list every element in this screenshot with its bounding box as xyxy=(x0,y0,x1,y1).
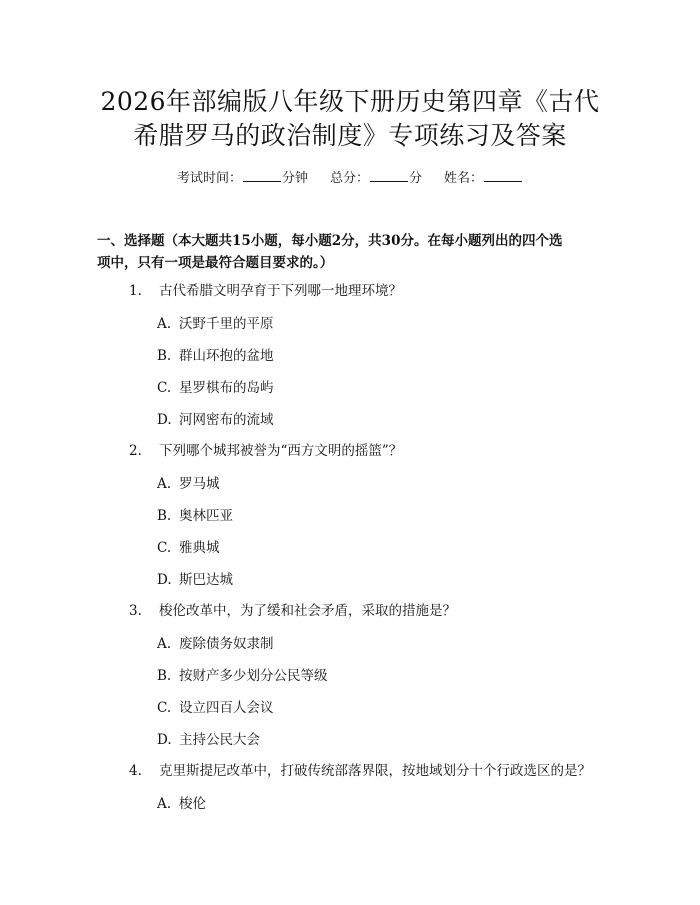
option-letter: A. xyxy=(157,476,172,492)
question-4 xyxy=(129,761,591,781)
option-letter: B. xyxy=(157,348,172,364)
section-heading-line-2: 项中，只有一项是最符合题目要求的。） xyxy=(97,255,334,271)
question-text: 下列哪个城邦被誉为“西方文明的摇篮”？ xyxy=(159,443,403,459)
option-letter: C. xyxy=(157,540,172,556)
question-text: 克里斯提尼改革中，打破传统部落界限，按地域划分十个行政选区的是？ xyxy=(159,763,591,779)
option-text: 按财产多少划分公民等级 xyxy=(179,668,328,684)
option-text: 梭伦 xyxy=(179,796,206,812)
document-title-line-2: 希腊罗马的政治制度》专项练习及答案 xyxy=(133,121,567,150)
question-1-option-b xyxy=(157,346,274,366)
question-1-option-a xyxy=(157,314,274,334)
option-text: 沃野千里的平原 xyxy=(179,316,274,332)
option-text: 废除债务奴隶制 xyxy=(179,636,274,652)
option-text: 雅典城 xyxy=(179,540,220,556)
option-letter: D. xyxy=(157,732,172,748)
option-letter: A. xyxy=(157,316,172,332)
question-4-option-a xyxy=(157,794,206,814)
question-number: 3. xyxy=(129,603,142,619)
question-3-option-a xyxy=(157,634,274,654)
exam-meta-line xyxy=(0,168,700,188)
name-label: 姓名： xyxy=(444,171,484,186)
question-2-option-b xyxy=(157,506,233,526)
option-letter: B. xyxy=(157,508,172,524)
option-letter: C. xyxy=(157,380,172,396)
question-number: 4. xyxy=(129,763,142,779)
question-3-option-b xyxy=(157,666,328,686)
question-3-option-c xyxy=(157,698,274,718)
question-3 xyxy=(129,601,456,621)
time-unit: 分钟 xyxy=(281,171,308,186)
option-text: 斯巴达城 xyxy=(179,572,233,588)
option-text: 罗马城 xyxy=(179,476,220,492)
section-heading-line-1: 一、选择题（本大题共15小题，每小题2分，共30分。在每小题列出的四个选 xyxy=(97,233,563,249)
time-label: 考试时间： xyxy=(176,171,242,186)
option-text: 主持公民大会 xyxy=(179,732,260,748)
option-letter: A. xyxy=(157,636,172,652)
question-2-option-d xyxy=(157,570,233,590)
option-text: 星罗棋布的岛屿 xyxy=(179,380,274,396)
option-text: 河网密布的流域 xyxy=(179,412,274,428)
question-text: 古代希腊文明孕育于下列哪一地理环境？ xyxy=(159,283,402,299)
option-letter: C. xyxy=(157,700,172,716)
option-letter: A. xyxy=(157,796,172,812)
score-unit: 分 xyxy=(409,171,423,186)
question-1-option-d xyxy=(157,410,274,430)
question-1-option-c xyxy=(157,378,274,398)
document-title-line-1: 2026年部编版八年级下册历史第四章《古代 xyxy=(100,87,600,116)
question-3-option-d xyxy=(157,730,260,750)
question-number: 1. xyxy=(129,283,142,299)
question-number: 2. xyxy=(129,443,142,459)
question-2 xyxy=(129,441,402,461)
option-letter: D. xyxy=(157,412,172,428)
score-blank xyxy=(370,168,408,182)
option-text: 设立四百人会议 xyxy=(179,700,274,716)
score-label: 总分： xyxy=(329,171,369,186)
option-text: 群山环抱的盆地 xyxy=(179,348,274,364)
option-letter: B. xyxy=(157,668,172,684)
question-text: 梭伦改革中，为了缓和社会矛盾，采取的措施是？ xyxy=(159,603,456,619)
name-blank xyxy=(484,168,522,182)
question-2-option-c xyxy=(157,538,220,558)
time-blank xyxy=(243,168,281,182)
question-1 xyxy=(129,281,402,301)
option-text: 奥林匹亚 xyxy=(179,508,233,524)
question-2-option-a xyxy=(157,474,220,494)
option-letter: D. xyxy=(157,572,172,588)
